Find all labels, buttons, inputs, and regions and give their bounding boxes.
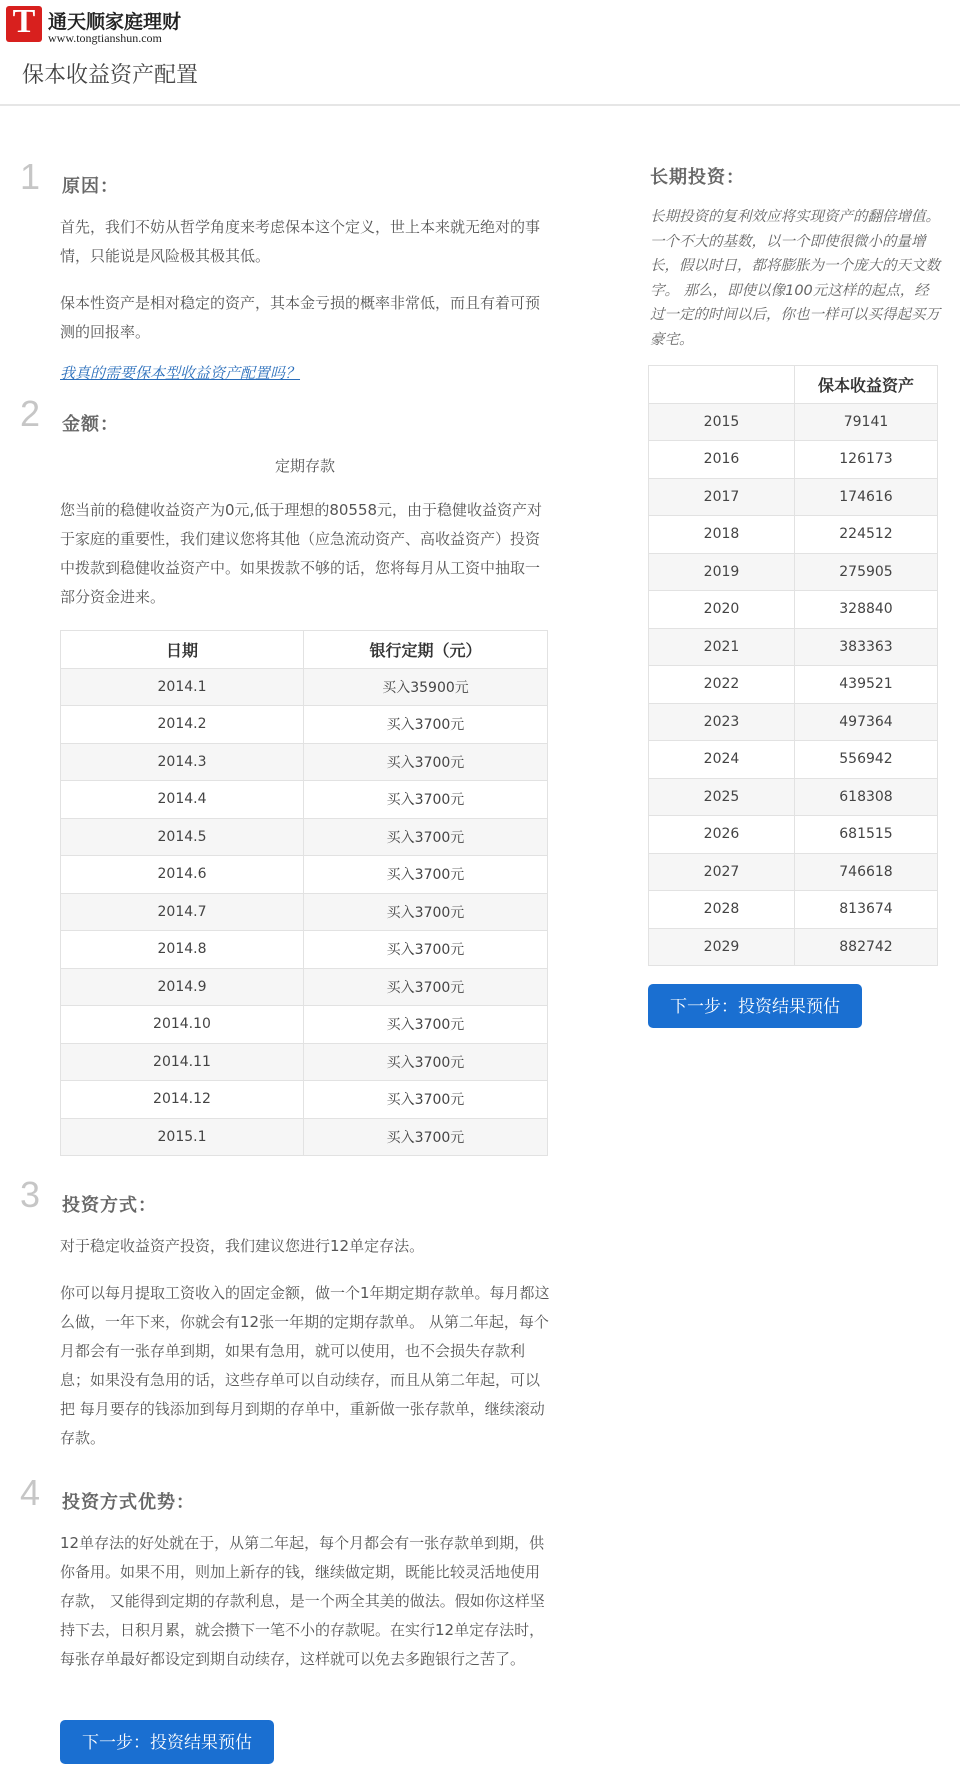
table-cell: 2024 bbox=[649, 741, 795, 779]
table-cell: 买入3700元 bbox=[304, 706, 548, 744]
table-cell: 2014.2 bbox=[61, 706, 304, 744]
table-row bbox=[61, 781, 548, 819]
table-row bbox=[649, 816, 938, 854]
section-number-4: 4 bbox=[20, 1472, 41, 1513]
table-cell: 买入35900元 bbox=[304, 668, 548, 706]
reason-paragraph-2: 保本性资产是相对稳定的资产，其本金亏损的概率非常低，而且有着可预测的回报率。 bbox=[60, 294, 541, 341]
table-cell: 328840 bbox=[795, 591, 938, 629]
table-row bbox=[649, 703, 938, 741]
table-row bbox=[61, 968, 548, 1006]
table-cell: 买入3700元 bbox=[304, 931, 548, 969]
table-cell: 2014.10 bbox=[61, 1006, 304, 1044]
table-cell: 497364 bbox=[795, 703, 938, 741]
need-allocation-link[interactable]: 我真的需要保本型收益资产配置吗？ bbox=[60, 364, 301, 382]
table-cell: 2014.1 bbox=[61, 668, 304, 706]
table-cell: 618308 bbox=[795, 778, 938, 816]
advantage-paragraph: 12单存法的好处就在于，从第二年起，每个月都会有一张存款单到期，供你备用。如果不用，则加上新存的钱，继续做定期，既能比较灵活地使用存款， 又能得到定期的存款利息，是一个两全其美的做法。假如你这样坚持下去，日积月累，就会攒下一笔不小的存款呢。在实行12单定存法时，每张存单最好都设定到期自动续存，这样就可以免去多跑银行之苦了。 bbox=[60, 1534, 545, 1668]
table-cell: 买入3700元 bbox=[304, 781, 548, 819]
table-row bbox=[649, 741, 938, 779]
table-cell: 681515 bbox=[795, 816, 938, 854]
table-cell: 2015.1 bbox=[61, 1118, 304, 1156]
section-title-advantage: 投资方式优势： bbox=[62, 1492, 195, 1513]
table-cell: 2019 bbox=[649, 553, 795, 591]
table-row bbox=[61, 1118, 548, 1156]
table-cell: 买入3700元 bbox=[304, 743, 548, 781]
table-cell: 2028 bbox=[649, 891, 795, 929]
table-cell: 买入3700元 bbox=[304, 1081, 548, 1119]
next-step-button-sidebar[interactable]: 下一步：投资结果预估 bbox=[648, 984, 862, 1028]
table-row bbox=[649, 853, 938, 891]
section-title-amount: 金额： bbox=[62, 414, 119, 435]
table-cell: 2014.7 bbox=[61, 893, 304, 931]
reason-paragraph-1: 首先，我们不妨从哲学角度来考虑保本这个定义，世上本来就无绝对的事情，只能说是风险极其极其低。 bbox=[60, 218, 541, 265]
next-step-button-bottom[interactable]: 下一步：投资结果预估 bbox=[60, 1720, 274, 1764]
table-cell: 2018 bbox=[649, 516, 795, 554]
table-row bbox=[649, 628, 938, 666]
section-number-1: 1 bbox=[20, 156, 41, 197]
column-header-capital-assets: 保本收益资产 bbox=[795, 366, 938, 404]
section-number-3: 3 bbox=[20, 1174, 41, 1215]
method-paragraph-1: 对于稳定收益资产投资，我们建议您进行12单定存法。 bbox=[60, 1237, 425, 1255]
table-row bbox=[61, 1006, 548, 1044]
table-cell: 439521 bbox=[795, 666, 938, 704]
column-header-bank-deposit: 银行定期（元） bbox=[304, 631, 548, 669]
table-row bbox=[61, 931, 548, 969]
table-cell: 2027 bbox=[649, 853, 795, 891]
sidebar-description: 长期投资的复利效应将实现资产的翻倍增值。一个不大的基数，以一个即使很微小的量增长，假以时日，都将膨胀为一个庞大的天文数字。 那么，即使以像100元这样的起点，经过一定的时间以后，你也一样可以买得起买万豪宅。 bbox=[650, 209, 940, 348]
table-cell: 556942 bbox=[795, 741, 938, 779]
table-row bbox=[61, 1081, 548, 1119]
brand-name[interactable]: 通天顺家庭理财 bbox=[48, 11, 182, 33]
table-cell: 2014.6 bbox=[61, 856, 304, 894]
table-cell: 买入3700元 bbox=[304, 1006, 548, 1044]
brand-url: www.tongtianshun.com bbox=[48, 31, 162, 45]
table-row bbox=[649, 478, 938, 516]
table-row bbox=[61, 706, 548, 744]
table-cell: 2014.4 bbox=[61, 781, 304, 819]
amount-paragraph: 您当前的稳健收益资产为0元,低于理想的80558元，由于稳健收益资产对于家庭的重要性，我们建议您将其他（应急流动资产、高收益资产）投资中拨款到稳健收益资产中。如果拨款不够的话，您将每月从工资中抽取一部分资金进来。 bbox=[60, 501, 543, 606]
sidebar-title: 长期投资： bbox=[650, 167, 745, 188]
table-cell: 174616 bbox=[795, 478, 938, 516]
table-row bbox=[649, 403, 938, 441]
deposit-schedule-table bbox=[60, 630, 548, 1156]
table-cell: 2014.3 bbox=[61, 743, 304, 781]
table-cell: 2029 bbox=[649, 928, 795, 966]
table-cell: 买入3700元 bbox=[304, 1118, 548, 1156]
section-title-reason: 原因： bbox=[62, 176, 119, 197]
table-cell: 2021 bbox=[649, 628, 795, 666]
table-cell: 882742 bbox=[795, 928, 938, 966]
table-row bbox=[61, 743, 548, 781]
column-header-year bbox=[649, 366, 795, 404]
table-row bbox=[61, 818, 548, 856]
table-cell: 2015 bbox=[649, 403, 795, 441]
table-row bbox=[649, 891, 938, 929]
deposit-label: 定期存款 bbox=[274, 457, 335, 475]
table-cell: 买入3700元 bbox=[304, 968, 548, 1006]
section-title-method: 投资方式： bbox=[62, 1195, 157, 1216]
table-row bbox=[61, 1043, 548, 1081]
page-header bbox=[0, 0, 960, 106]
table-cell: 275905 bbox=[795, 553, 938, 591]
method-paragraph-2: 你可以每月提取工资收入的固定金额，做一个1年期定期存款单。每月都这么做，一年下来，你就会有12张一年期的定期存款单。 从第二年起，每个月都会有一张存单到期，如果有急用，就可以使用，也不会损失存款利息；如果没有急用的话，这些存单可以自动续存，而且从第二年起，可以把 每月要存的钱添加到每月到期的存单中，重新做一张存款单，继续滚动存款。 bbox=[60, 1284, 550, 1447]
table-row bbox=[649, 441, 938, 479]
table-cell: 746618 bbox=[795, 853, 938, 891]
table-cell: 224512 bbox=[795, 516, 938, 554]
table-cell: 2014.12 bbox=[61, 1081, 304, 1119]
table-cell: 79141 bbox=[795, 403, 938, 441]
section-number-2: 2 bbox=[20, 393, 41, 434]
capital-projection-table bbox=[648, 365, 938, 966]
table-cell: 2022 bbox=[649, 666, 795, 704]
column-header-date: 日期 bbox=[61, 631, 304, 669]
table-cell: 813674 bbox=[795, 891, 938, 929]
table-row bbox=[61, 668, 548, 706]
table-cell: 2020 bbox=[649, 591, 795, 629]
table-row bbox=[649, 516, 938, 554]
table-cell: 383363 bbox=[795, 628, 938, 666]
table-row bbox=[649, 928, 938, 966]
table-cell: 2025 bbox=[649, 778, 795, 816]
page-title: 保本收益资产配置 bbox=[22, 63, 199, 88]
table-cell: 2014.11 bbox=[61, 1043, 304, 1081]
table-cell: 2017 bbox=[649, 478, 795, 516]
table-cell: 买入3700元 bbox=[304, 856, 548, 894]
table-cell: 2026 bbox=[649, 816, 795, 854]
table-cell: 买入3700元 bbox=[304, 818, 548, 856]
table-row bbox=[61, 856, 548, 894]
table-row bbox=[649, 666, 938, 704]
table-cell: 2016 bbox=[649, 441, 795, 479]
logo-icon[interactable]: T bbox=[6, 6, 42, 42]
table-cell: 买入3700元 bbox=[304, 893, 548, 931]
table-row bbox=[649, 591, 938, 629]
table-row bbox=[649, 778, 938, 816]
table-cell: 2014.8 bbox=[61, 931, 304, 969]
table-cell: 126173 bbox=[795, 441, 938, 479]
table-cell: 2014.9 bbox=[61, 968, 304, 1006]
table-row bbox=[61, 893, 548, 931]
table-cell: 2014.5 bbox=[61, 818, 304, 856]
table-cell: 买入3700元 bbox=[304, 1043, 548, 1081]
table-row bbox=[649, 553, 938, 591]
table-cell: 2023 bbox=[649, 703, 795, 741]
